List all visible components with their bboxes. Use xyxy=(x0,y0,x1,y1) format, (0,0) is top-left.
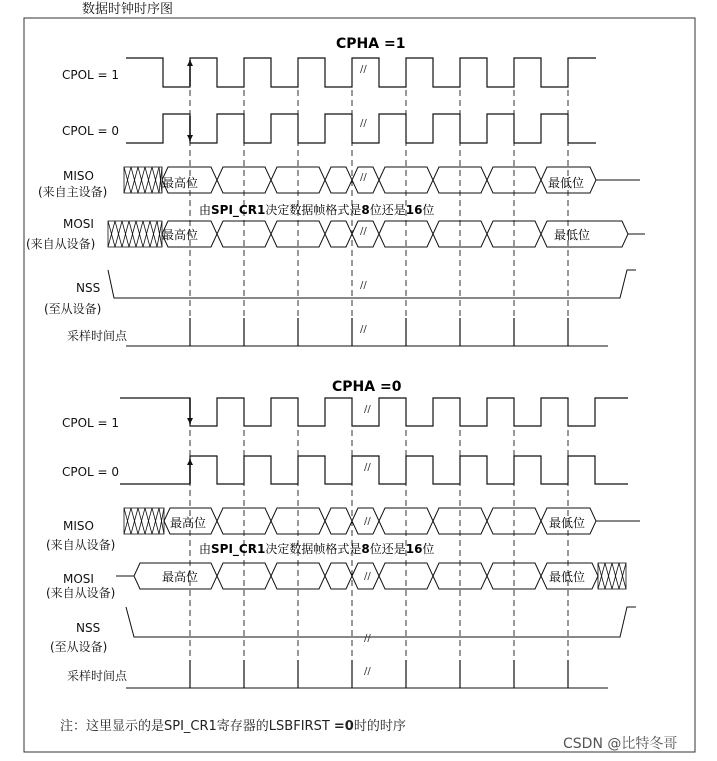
cpha0-mosi-hatch xyxy=(598,563,626,589)
cpha1-mosi-hatch xyxy=(108,221,162,247)
cpha1-nss-sub: (至从设备) xyxy=(44,302,102,316)
cpha0-sample-label: 采样时间点 xyxy=(67,669,128,683)
cpha0-title: CPHA =0 xyxy=(332,379,402,395)
cpha1-break-5: // xyxy=(360,324,367,335)
cpha1-break-4: // xyxy=(360,280,367,291)
csdn-watermark: CSDN @比特冬哥 xyxy=(563,736,678,752)
cpha0-nss-label: NSS xyxy=(76,621,101,635)
cpha0-cpol1-label: CPOL = 1 xyxy=(62,416,120,430)
cpha1-break-3: // xyxy=(360,226,367,237)
cpha1-frame-note: 由SPI_CR1决定数据帧格式是8位还是16位 xyxy=(199,203,435,217)
cpha0-mosi-lsb: 最低位 xyxy=(549,570,586,584)
cpha1-break-0: // xyxy=(360,64,367,75)
cpha1-cpol0-arrow-head xyxy=(187,135,193,141)
cpha0-break-2: // xyxy=(364,516,371,527)
cpha1-nss-wave xyxy=(108,270,636,298)
cpha0-break-1: // xyxy=(364,462,371,473)
cpha1-miso-label: MISO xyxy=(63,169,94,183)
cpha1-cpol1-label: CPOL = 1 xyxy=(62,68,120,82)
cpha1-miso-hatch xyxy=(124,167,162,193)
cpha1-miso-msb: 最高位 xyxy=(162,176,199,190)
cpha0-miso-label: MISO xyxy=(63,519,94,533)
cpha0-frame-note: 由SPI_CR1决定数据帧格式是8位还是16位 xyxy=(199,542,435,556)
cpha0-nss-wave xyxy=(126,607,636,637)
cpha1-sample-label: 采样时间点 xyxy=(67,329,128,343)
cpha0-break-4: // xyxy=(364,633,371,644)
cpha0-cpol0-arrow-head xyxy=(187,459,193,465)
cpha1-break-2: // xyxy=(360,172,367,183)
cpha0-cpol0-label: CPOL = 0 xyxy=(62,465,120,479)
cpha1-nss-label: NSS xyxy=(76,281,101,295)
cpha1-waveforms xyxy=(108,58,645,346)
cpha1-mosi-lsb: 最低位 xyxy=(554,228,591,242)
cpha0-break-3: // xyxy=(364,571,371,582)
footnote: 注：这里显示的是SPI_CR1寄存器的LSBFIRST =0时的时序 xyxy=(60,719,406,734)
figure-title: 数据时钟时序图 xyxy=(82,2,174,17)
cpha0-break-0: // xyxy=(364,404,371,415)
cpha0-mosi-bus-cell-3 xyxy=(325,563,352,589)
cpha0-cpol1-wave xyxy=(120,398,628,426)
cpha0-miso-sub: (来自从设备) xyxy=(46,538,116,552)
cpha0-mosi-label: MOSI xyxy=(63,572,94,586)
cpha0-mosi-sub: (来自从设备) xyxy=(46,586,116,600)
cpha0-cpol1-arrow-head xyxy=(187,418,193,424)
cpha0-break-5: // xyxy=(364,666,371,677)
cpha0-nss-sub: (至从设备) xyxy=(50,640,108,654)
cpha1-cpol0-label: CPOL = 0 xyxy=(62,124,120,138)
cpha0-miso-lsb: 最低位 xyxy=(549,516,586,530)
cpha1-break-1: // xyxy=(360,118,367,129)
cpha0-mosi-hatch-box xyxy=(598,563,626,589)
cpha1-mosi-msb: 最高位 xyxy=(162,228,199,242)
cpha1-mosi-sub: (来自从设备) xyxy=(26,237,96,251)
cpha1-cpol1-arrow-head xyxy=(187,60,193,66)
cpha1-miso-lsb: 最低位 xyxy=(548,176,585,190)
cpha1-mosi-label: MOSI xyxy=(63,217,94,231)
cpha0-miso-msb: 最高位 xyxy=(170,516,207,530)
cpha1-mosi-bus-cell-3 xyxy=(325,221,352,247)
cpha1-miso-sub: (来自主设备) xyxy=(38,185,108,199)
cpha1-miso-bus-cell-3 xyxy=(325,167,352,193)
cpha0-miso-bus-cell-3 xyxy=(325,508,352,534)
cpha0-mosi-msb: 最高位 xyxy=(162,570,199,584)
cpha0-miso-hatch xyxy=(124,508,164,534)
cpha0-cpol0-wave xyxy=(120,456,628,484)
cpha1-title: CPHA =1 xyxy=(336,36,406,52)
